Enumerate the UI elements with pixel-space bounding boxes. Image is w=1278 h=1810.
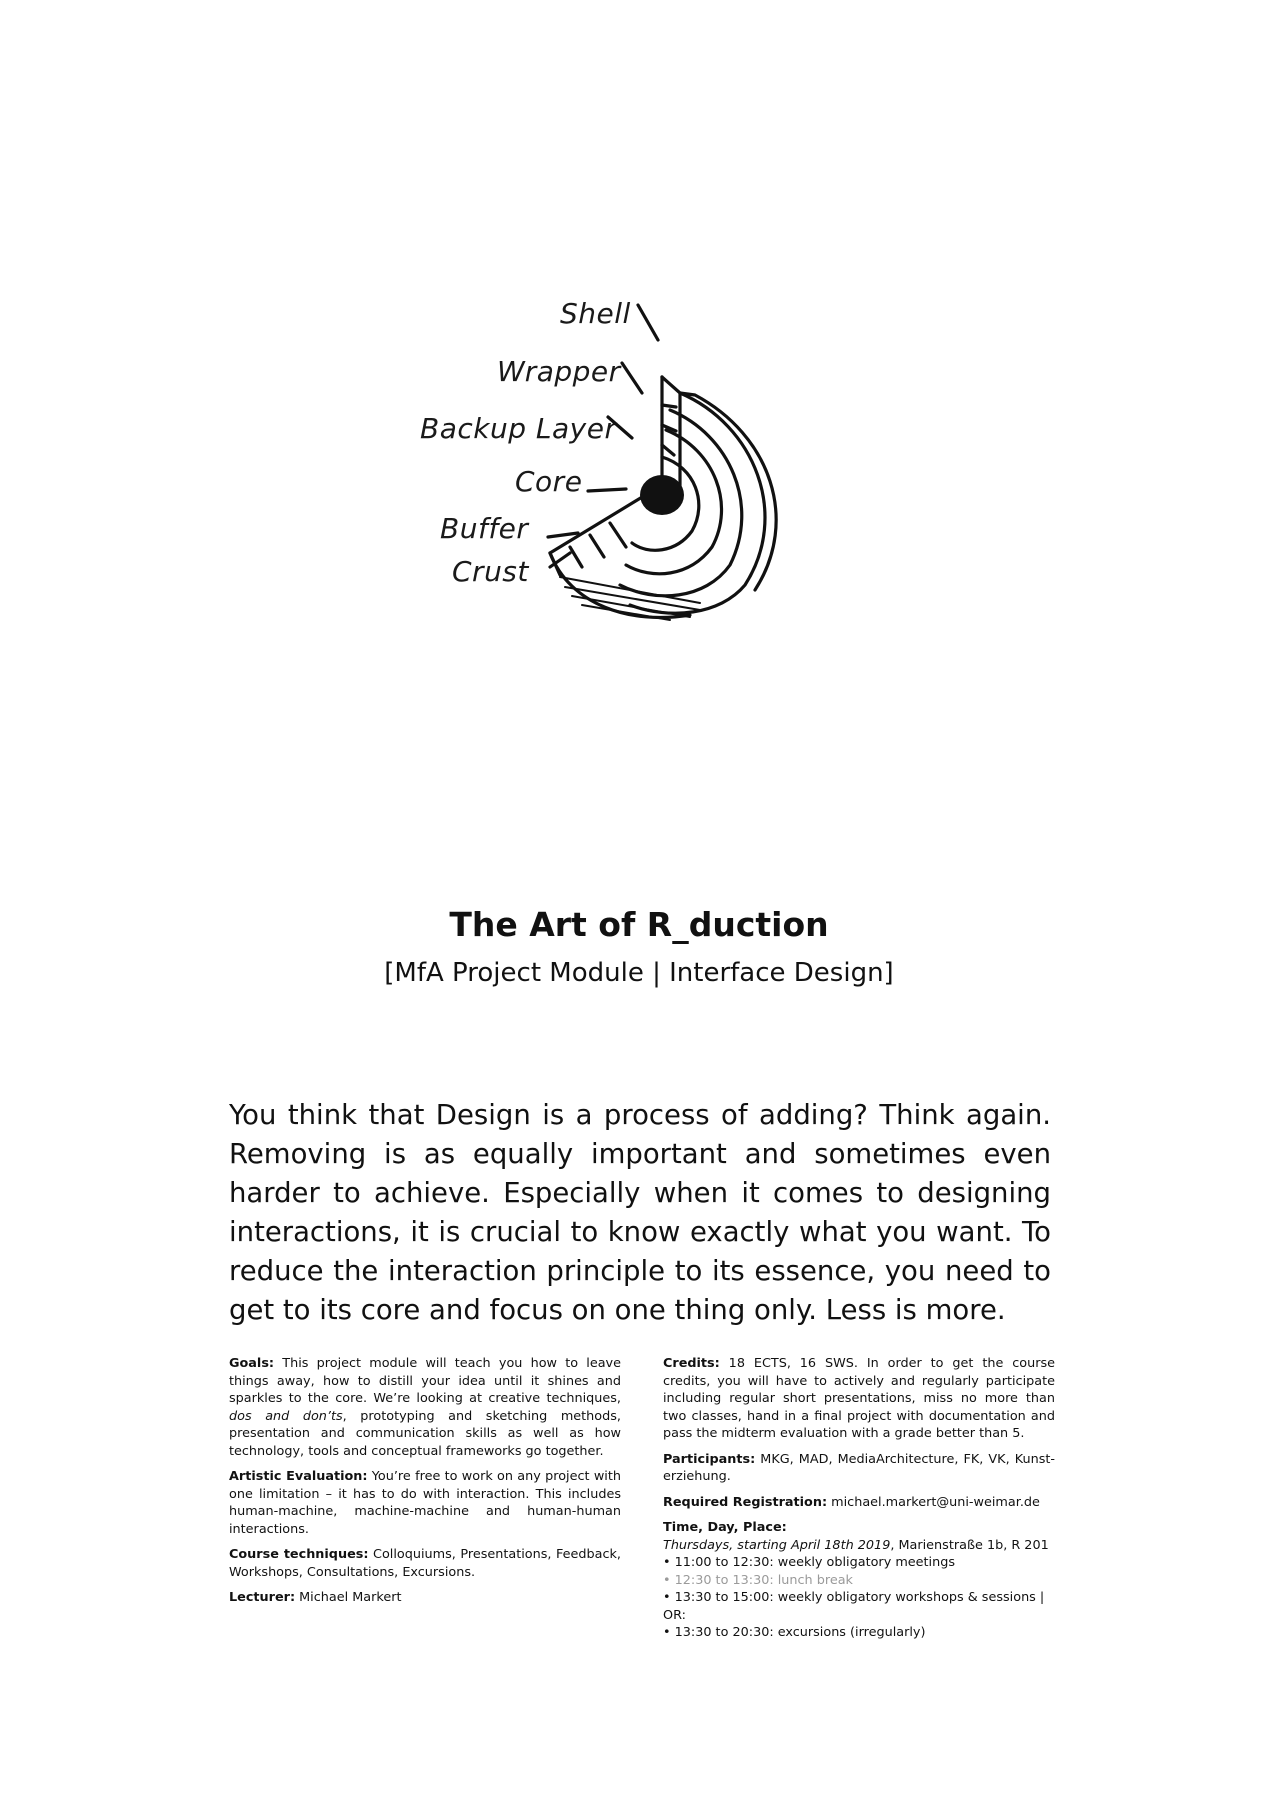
participants-block <box>663 1451 1055 1486</box>
registration-email: michael.markert@uni-weimar.de <box>827 1494 1040 1510</box>
page-subtitle: [MfA Project Module | Interface Design] <box>384 958 894 988</box>
goals-text-italic: dos and don’ts <box>229 1408 343 1424</box>
goals-block <box>229 1355 621 1460</box>
credits-text: 18 ECTS, 16 SWS. In order to get the course credits, you will have to actively and regularly participate including regular short presentations, miss no more than two classes, hand in a final project with documentation and pass the midterm evaluation with a grade better than 5. <box>663 1356 1055 1441</box>
registration-label: Required Registration: <box>663 1494 828 1510</box>
course-techniques-text: Colloquiums, Presentations, Feedback, Workshops, Consultations, Excursions. <box>229 1547 622 1580</box>
pointer-wrapper <box>622 363 642 393</box>
participants-text: MKG, MAD, MediaArchitecture, FK, VK, Kunst-erziehung. <box>663 1451 1055 1484</box>
label-backup-layer: Backup Layer <box>420 412 617 445</box>
schedule-item: • 11:00 to 12:30: weekly obligatory meetings <box>663 1555 956 1570</box>
time-day-place-label: Time, Day, Place: <box>663 1520 787 1535</box>
pointer-buffer <box>548 533 578 537</box>
goals-text-b: , prototyping and sketching methods, presentation and communication skills as well as how technology, tools and conceptual frameworks go together. <box>229 1408 621 1459</box>
goals-label: Goals: <box>229 1356 275 1371</box>
credits-label: Credits: <box>663 1356 720 1371</box>
schedule-item-lunch: • 12:30 to 13:30: lunch break <box>663 1572 853 1588</box>
course-techniques-label: Course techniques: <box>229 1547 369 1562</box>
info-column-right <box>663 1355 1055 1650</box>
schedule-place: , Marienstraße 1b, R 201 <box>890 1537 1049 1553</box>
registration-block <box>663 1494 1055 1512</box>
artistic-evaluation-text: You’re free to work on any project with one limitation – it has to do with interaction. This includes human-machine, machine-machine and human-human interactions. <box>229 1469 621 1537</box>
participants-label: Participants: <box>663 1451 756 1467</box>
layer-diagram-drawing <box>400 285 820 635</box>
label-shell: Shell <box>560 297 631 330</box>
pointer-backup-layer <box>608 417 632 438</box>
lecturer-block <box>229 1589 621 1607</box>
course-techniques-block <box>229 1546 621 1581</box>
label-crust: Crust <box>452 555 529 588</box>
label-wrapper: Wrapper <box>497 355 621 388</box>
credits-block <box>663 1355 1055 1443</box>
page-title: The Art of R_duction <box>449 905 829 944</box>
time-day-place-date <box>663 1537 1055 1555</box>
lecturer-label: Lecturer: <box>229 1590 296 1605</box>
label-core: Core <box>515 465 583 498</box>
schedule-item: • 13:30 to 15:00: weekly obligatory workshops & sessions | OR: <box>663 1590 1045 1623</box>
info-column-left <box>229 1355 621 1615</box>
schedule-start-date: Thursdays, starting April 18th 2019 <box>663 1537 891 1553</box>
core-shape <box>640 475 684 515</box>
goals-text-a: This project module will teach you how to leave things away, how to distill your idea until it shines and sparkles to the core. We’re looking at creative techniques, <box>229 1356 621 1406</box>
layer-diagram <box>400 285 820 635</box>
label-buffer: Buffer <box>440 512 529 545</box>
pointer-core <box>588 489 626 491</box>
schedule-item: • 13:30 to 20:30: excursions (irregularly) <box>663 1625 926 1640</box>
intro-paragraph: You think that Design is a process of adding? Think again. Removing is as equally important and sometimes even harder to achieve. Especially when it comes to designing interactions, it is crucial to know exactly what you want. To reduce the interaction principle to its essence, you need to get to its core and focus on one thing only. Less is more. <box>229 1098 1051 1326</box>
time-day-place-block <box>663 1519 1055 1642</box>
pointer-shell <box>638 305 658 340</box>
lecturer-text: Michael Markert <box>295 1590 402 1605</box>
artistic-evaluation-block <box>229 1468 621 1538</box>
artistic-evaluation-label: Artistic Evaluation: <box>229 1469 368 1484</box>
